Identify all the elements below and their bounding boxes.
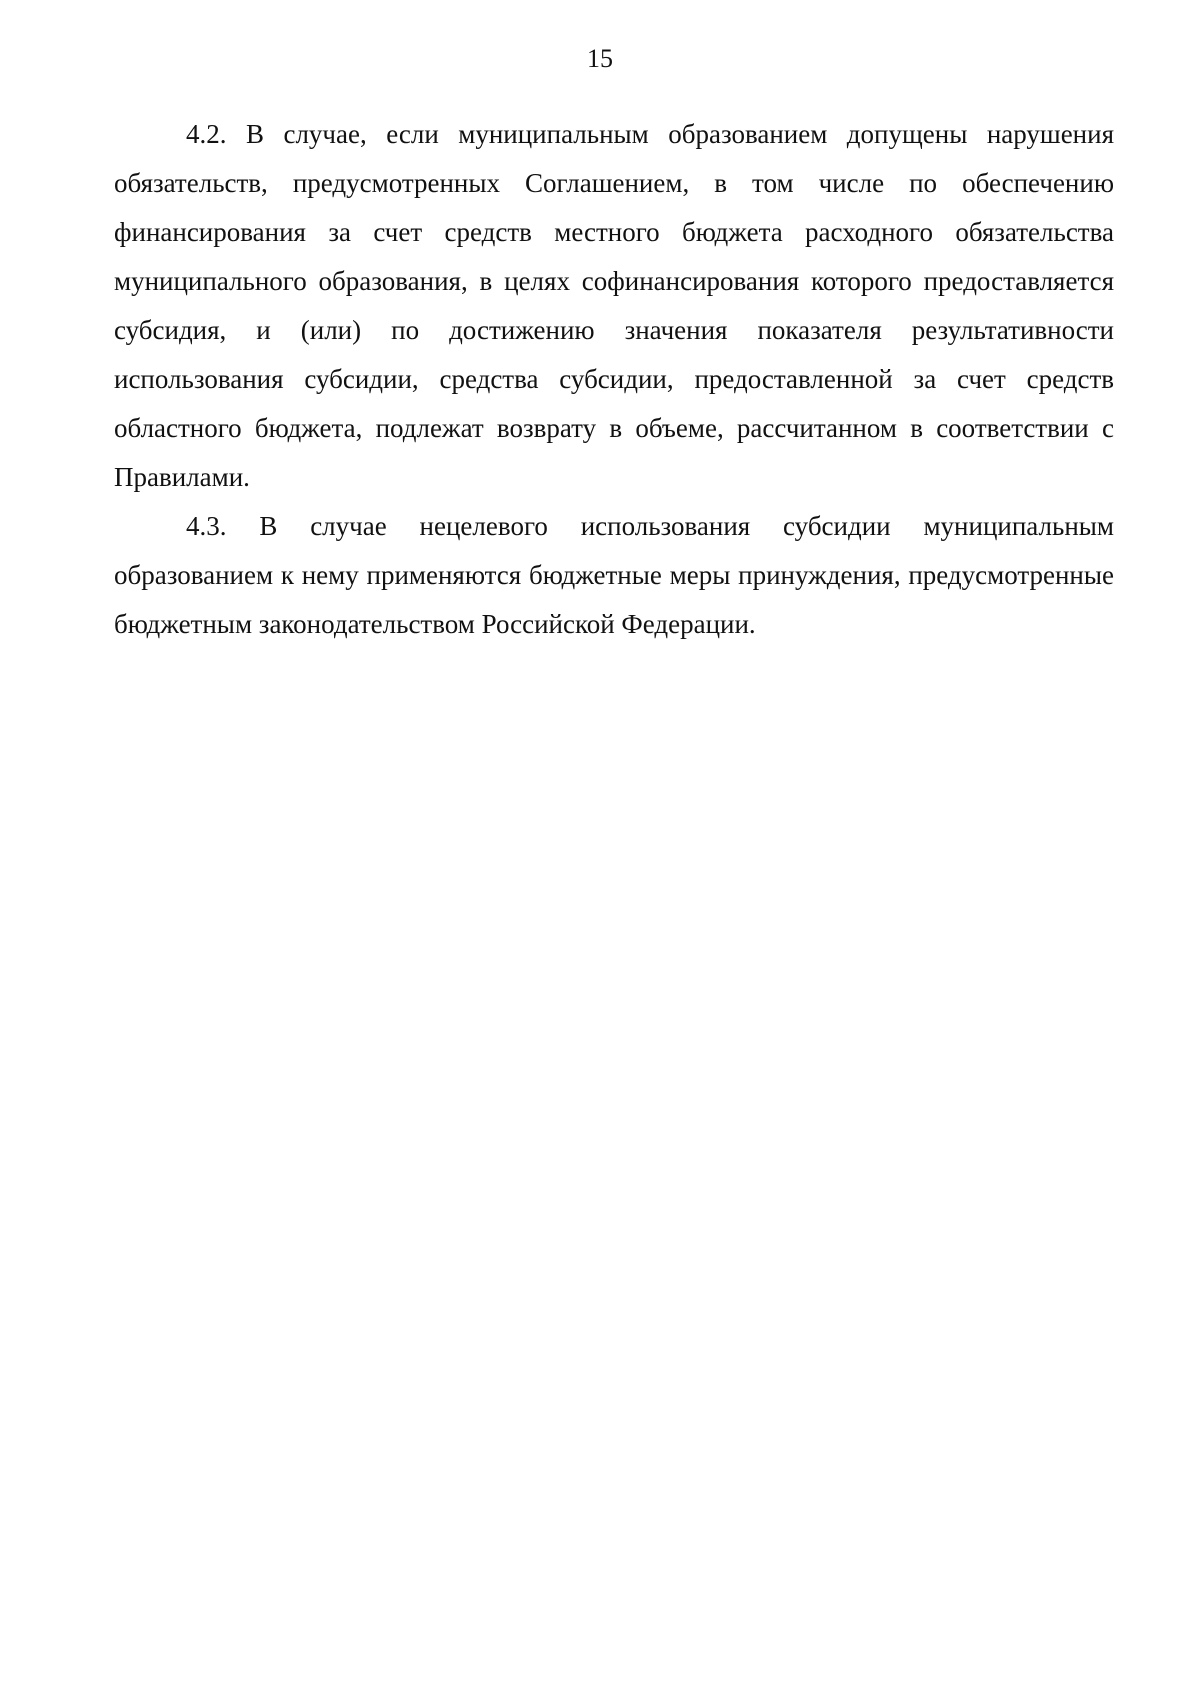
paragraph-4-2: 4.2. В случае, если муниципальным образованием допущены нарушения обязательств, предусмотренных Соглашением, в том числе по обеспечению финансирования за счет средств местного бюджета расходного обязательства муниципального образования, в целях софинансирования которого предоставляется субсидия, и (или) по достижению значения показателя результативности использования субсидии, средства субсидии, предоставленной за счет средств областного бюджета, подлежат возврату в объеме, рассчитанном в соответствии с Правилами. <box>114 119 1114 492</box>
document-body <box>114 110 1114 649</box>
paragraph-4-3: 4.3. В случае нецелевого использования субсидии муниципальным образованием к нему применяются бюджетные меры принуждения, предусмотренные бюджетным законодательством Российской Федерации. <box>114 511 1114 639</box>
page-number: 15 <box>587 44 613 73</box>
